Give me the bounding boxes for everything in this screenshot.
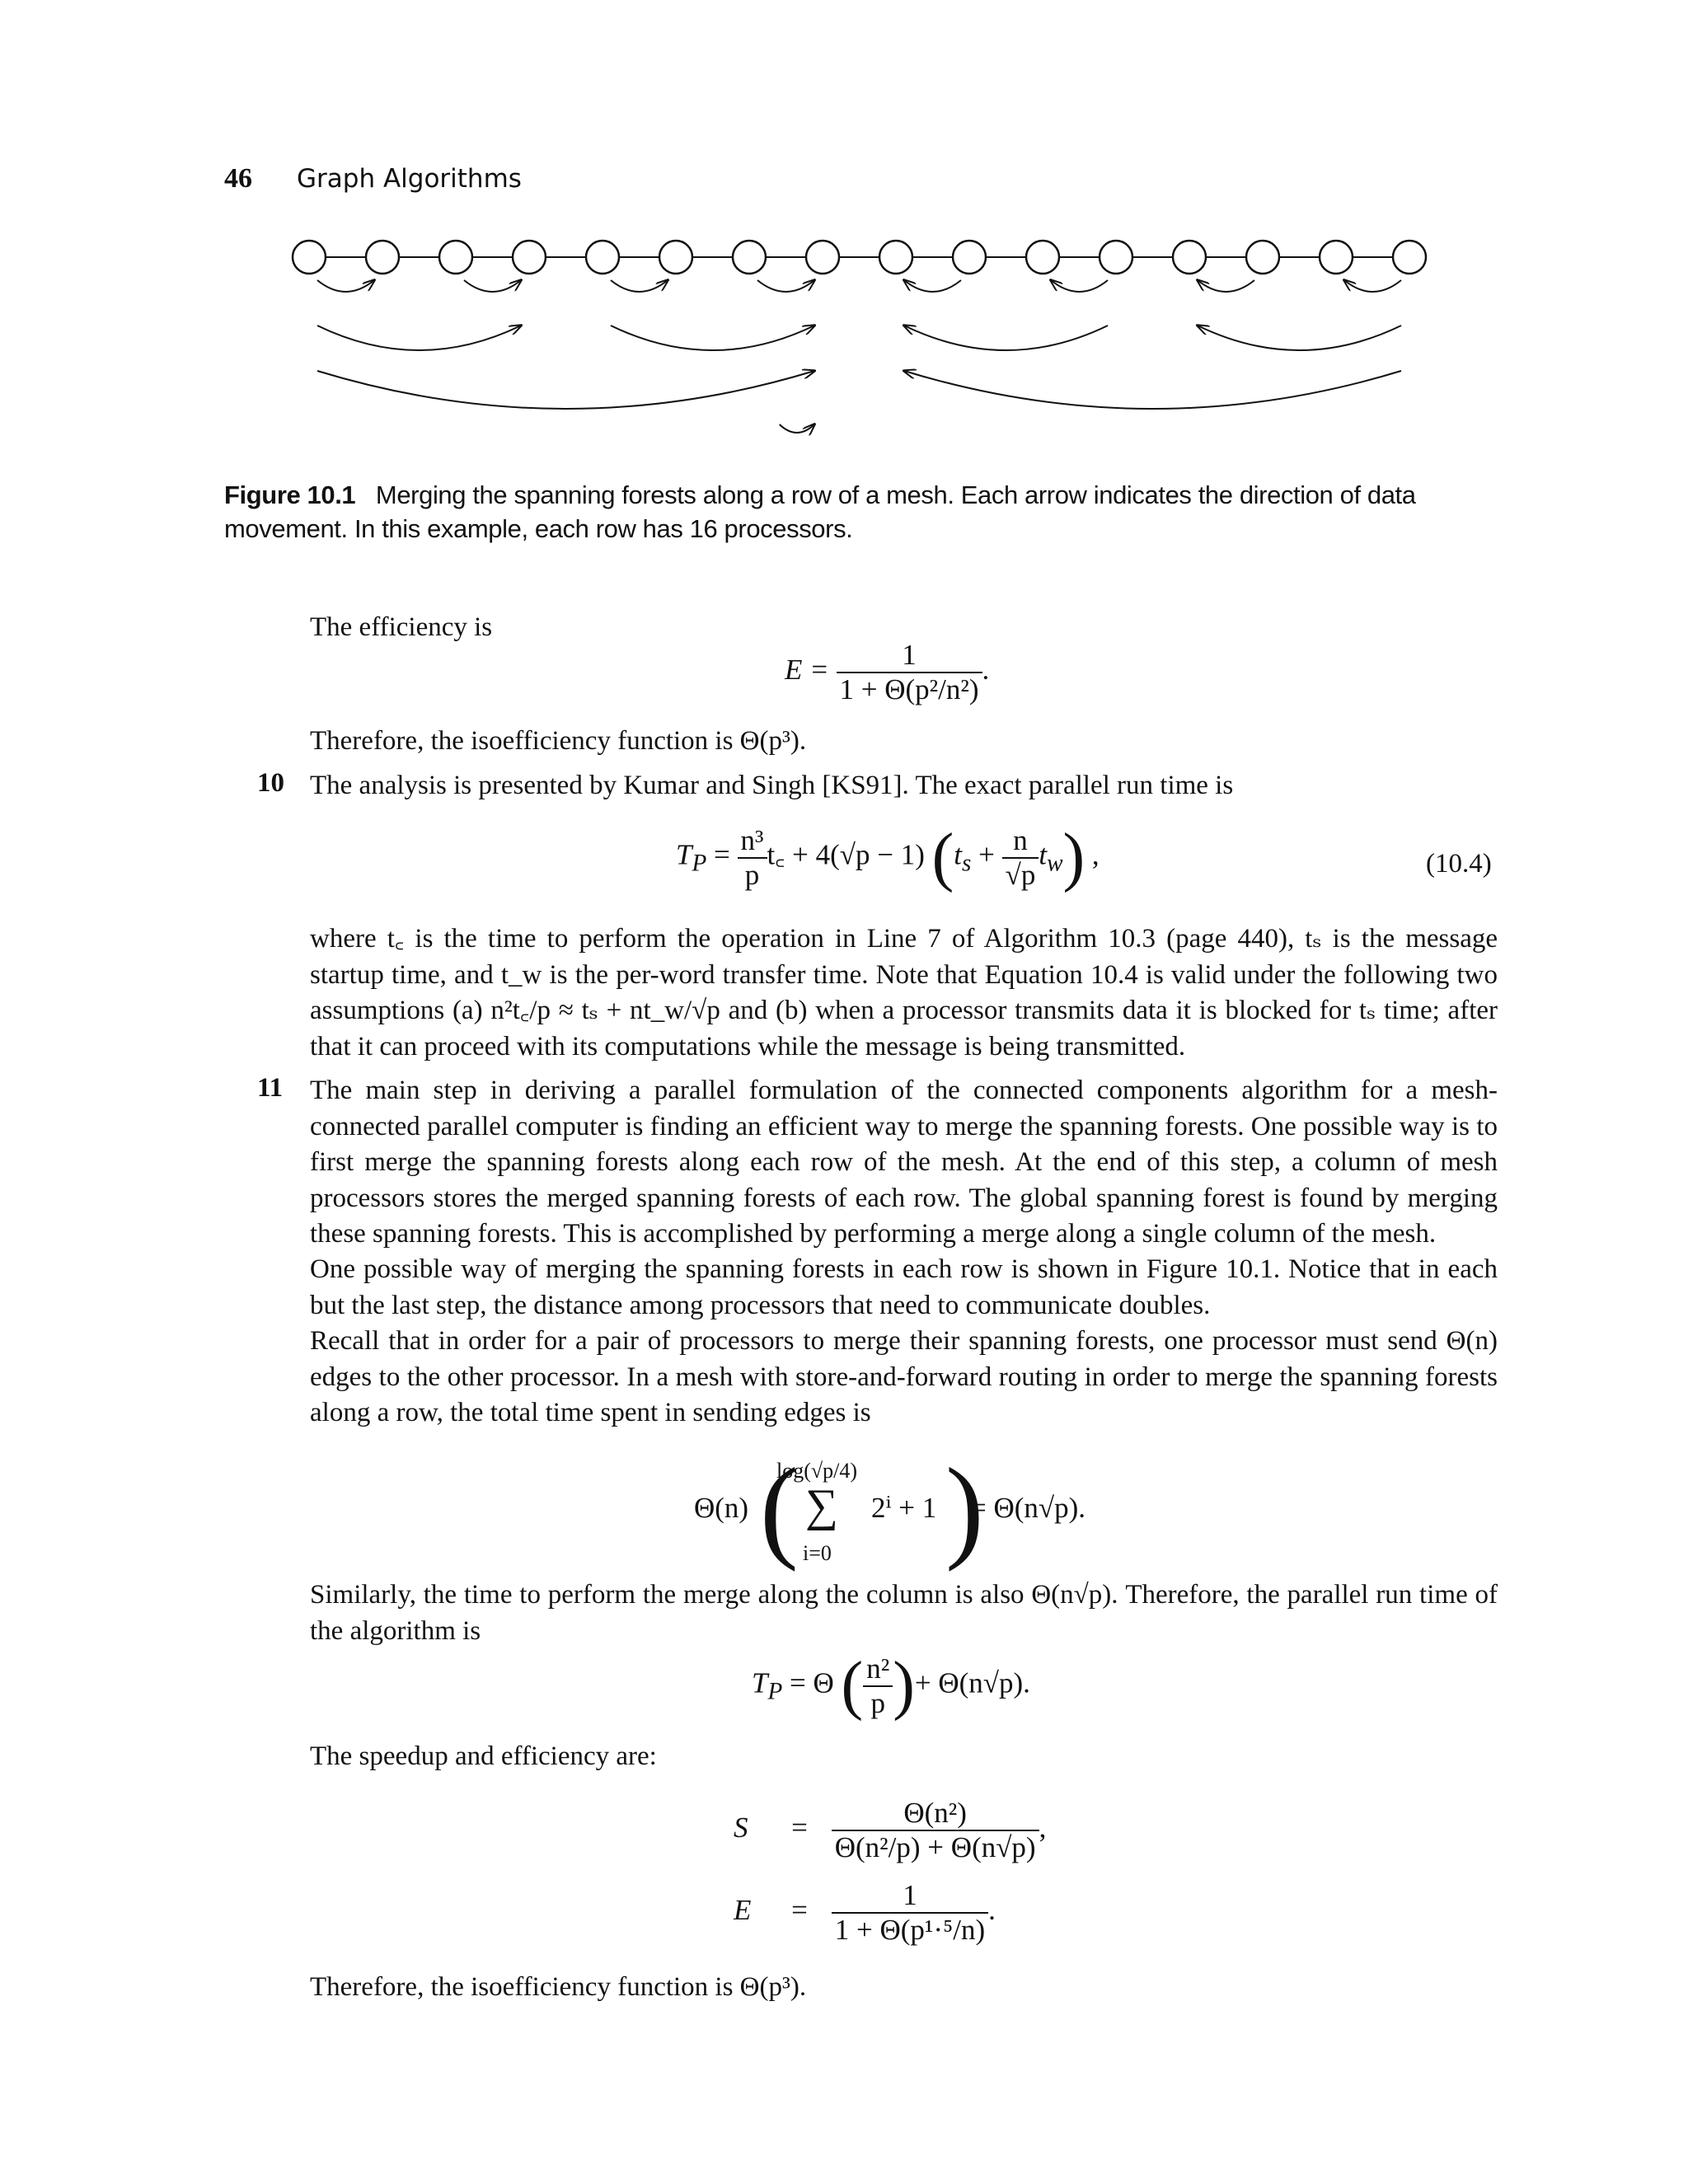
item-11-paragraph-2: One possible way of merging the spanning forests in each row is shown in Figure 10.1. Notice that in each but the last step, the distance among processors that need to communicate doubles. xyxy=(310,1254,1498,1320)
item-11-paragraph-3: Recall that in order for a pair of processors to merge their spanning forests, one processor must send Θ(n) edges to the other processor. In a mesh with store-and-forward routing in order to merge the spanning forests along a row, the total time spent in sending edges is xyxy=(310,1326,1498,1427)
processor-node xyxy=(293,241,326,274)
eq-10-4-equals: = xyxy=(706,838,738,871)
eq-10-4-frac1 xyxy=(738,824,767,892)
eq-tp2-num: n² xyxy=(866,1652,890,1685)
eq-tp2-lparen: ( xyxy=(841,1649,864,1722)
processor-node xyxy=(806,241,839,274)
equation-tp-2 xyxy=(752,1648,1030,1723)
data-movement-arrow xyxy=(1198,326,1401,350)
eq-sum-term: 2ⁱ + 1 xyxy=(871,1492,937,1524)
eq-10-4-tw-sub: w xyxy=(1047,850,1063,877)
eq-tp2-den: p xyxy=(863,1685,893,1720)
eq-10-4-tail: , xyxy=(1085,838,1100,871)
processor-node xyxy=(659,241,692,274)
processor-node xyxy=(1393,241,1426,274)
eq-e2-tail: . xyxy=(988,1894,996,1927)
page-header xyxy=(224,163,522,194)
isoefficiency-1: Therefore, the isoefficiency function is Θ(p³). xyxy=(310,726,807,756)
eq-s-den: Θ(n²/p) + Θ(n√p) xyxy=(832,1830,1039,1864)
processor-node xyxy=(1100,241,1132,274)
caption-text: Merging the spanning forests along a row of a mesh. Each arrow indicates the direction of data movement. In this example, each row has 16 processors. xyxy=(224,480,1416,543)
equation-efficiency-1 xyxy=(785,639,989,706)
efficiency-intro: The efficiency is xyxy=(310,612,493,642)
processor-node xyxy=(1320,241,1353,274)
eq-e1-fraction xyxy=(837,639,982,706)
processor-node xyxy=(439,241,472,274)
eq-tp2-rparen: ) xyxy=(893,1649,915,1722)
spanning-forest-merge-diagram xyxy=(272,231,1442,462)
eq-10-4-mid: t꜀ + 4(√p − 1) xyxy=(767,838,925,871)
eq-tp2-equals: = Θ xyxy=(782,1666,834,1699)
eq-e1-num: 1 xyxy=(902,639,917,671)
eq-sum-upper: log(√p/4) xyxy=(776,1459,858,1483)
eq-10-4-rparen: ) xyxy=(1062,821,1085,893)
data-movement-arrow xyxy=(317,371,814,409)
equation-10-4 xyxy=(676,820,1100,895)
equation-efficiency-2 xyxy=(734,1879,996,1947)
eq-e2-equals: = xyxy=(791,1894,808,1927)
data-movement-arrow xyxy=(904,280,961,292)
eq-sum-sigma: ∑ xyxy=(805,1480,838,1531)
eq-e2-lhs: E xyxy=(734,1894,752,1927)
eq-10-4-ts-sub: s xyxy=(962,850,972,877)
processor-node xyxy=(1026,241,1059,274)
processor-node xyxy=(1173,241,1206,274)
eq-e2-den: 1 + Θ(p¹·⁵/n) xyxy=(832,1912,988,1947)
eq-10-4-plus: + xyxy=(971,838,1002,871)
data-movement-arrow xyxy=(317,280,374,292)
eq-s-equals: = xyxy=(791,1811,808,1844)
processor-node xyxy=(513,241,546,274)
eq-10-4-f1-den: p xyxy=(738,857,767,892)
eq-s-num: Θ(n²) xyxy=(903,1797,967,1829)
eq-10-4-tw: t xyxy=(1039,838,1048,871)
item-10-number: 10 xyxy=(257,768,284,798)
eq-s-lhs: S xyxy=(734,1811,748,1844)
eq-10-4-f2-den: √p xyxy=(1002,857,1039,892)
processor-node xyxy=(733,241,766,274)
eq-10-4-lparen: ( xyxy=(931,821,954,893)
eq-10-4-lhs-sub: P xyxy=(692,850,707,877)
processor-node xyxy=(366,241,399,274)
processor-node xyxy=(879,241,912,274)
figure-10-1 xyxy=(272,231,1442,466)
item-11-number: 11 xyxy=(257,1073,284,1103)
data-movement-arrow xyxy=(1051,280,1108,292)
eq-10-4-f2-num: n xyxy=(1013,823,1028,856)
eq-10-4-f1-num: n³ xyxy=(740,823,764,856)
item-11-text: The main step in deriving a parallel formulation of the connected components algorithm for a mesh-connected parallel computer is finding an efficient way to merge the spanning forests. One possible way is to first merge the spanning forests along each row of the mesh. At the end of this step, a column of mesh processors stores the merged spanning forests of each row. The global spanning forest is found by merging these spanning forests. This is accomplished by performing a merge along a single column of the mesh. xyxy=(310,1076,1498,1249)
isoefficiency-2: Therefore, the isoefficiency function is Θ(p³). xyxy=(310,1972,807,2002)
figure-caption xyxy=(224,478,1498,546)
eq-s-tail: , xyxy=(1039,1811,1047,1844)
eq-e1-lhs: E = xyxy=(785,654,829,687)
speedup-intro: The speedup and efficiency are: xyxy=(310,1741,657,1771)
eq-10-4-ts: t xyxy=(954,838,962,871)
eq-tp2-fraction xyxy=(863,1652,893,1720)
eq-sum-rhs: = Θ(n√p). xyxy=(970,1492,1086,1524)
running-head: Graph Algorithms xyxy=(297,164,522,194)
eq-e2-fraction xyxy=(832,1879,988,1947)
eq-sum-lower: i=0 xyxy=(803,1541,832,1565)
processor-node xyxy=(586,241,619,274)
equation-number-10-4: (10.4) xyxy=(1426,849,1492,879)
data-movement-arrow xyxy=(464,280,521,292)
equation-speedup xyxy=(734,1797,1046,1864)
eq-e2-num: 1 xyxy=(903,1879,917,1911)
eq-10-4-lhs: T xyxy=(676,838,692,871)
page-number: 46 xyxy=(224,163,252,194)
eq-sum-lhs: Θ(n) xyxy=(694,1492,749,1524)
item-10-where: where t꜀ is the time to perform the operation in Line 7 of Algorithm 10.3 (page 440), tₛ is the message startup time, and t_w is the per-word transfer time. Note that Equation 10.4 is valid under the following two assumptions (a) n²t꜀/p ≈ tₛ + nt_w/√p and (b) when a processor transmits data it is blocked for tₛ time; after that it can proceed with its computations while the message is being transmitted. xyxy=(310,924,1498,1062)
data-movement-arrow xyxy=(904,371,1401,409)
eq-e1-den: 1 + Θ(p²/n²) xyxy=(837,672,982,706)
eq-tp2-lhs: T xyxy=(752,1666,768,1699)
data-movement-arrow xyxy=(780,424,814,433)
data-movement-arrow xyxy=(1344,280,1401,292)
caption-label: Figure 10.1 xyxy=(224,480,356,509)
processor-node xyxy=(953,241,986,274)
data-movement-arrow xyxy=(1198,280,1254,292)
eq-tp2-rhs: + Θ(n√p). xyxy=(914,1666,1030,1699)
data-movement-arrow xyxy=(317,326,521,350)
eq-e1-tail: . xyxy=(982,654,990,687)
data-movement-arrow xyxy=(611,326,814,350)
item-10-text: The analysis is presented by Kumar and Singh [KS91]. The exact parallel run time is xyxy=(310,771,1234,800)
data-movement-arrow xyxy=(611,280,668,292)
data-movement-arrow xyxy=(904,326,1108,350)
eq-sum-lparen: ( xyxy=(760,1445,799,1572)
similarly-paragraph: Similarly, the time to perform the merge along the column is also Θ(n√p). Therefore, the parallel run time of the algorithm is xyxy=(310,1580,1498,1646)
eq-10-4-frac2 xyxy=(1002,824,1039,892)
data-movement-arrow xyxy=(757,280,814,292)
processor-node xyxy=(1246,241,1279,274)
eq-sum-rparen: ) xyxy=(945,1445,984,1572)
eq-tp2-lhs-sub: P xyxy=(767,1678,783,1705)
eq-s-fraction xyxy=(832,1797,1039,1864)
